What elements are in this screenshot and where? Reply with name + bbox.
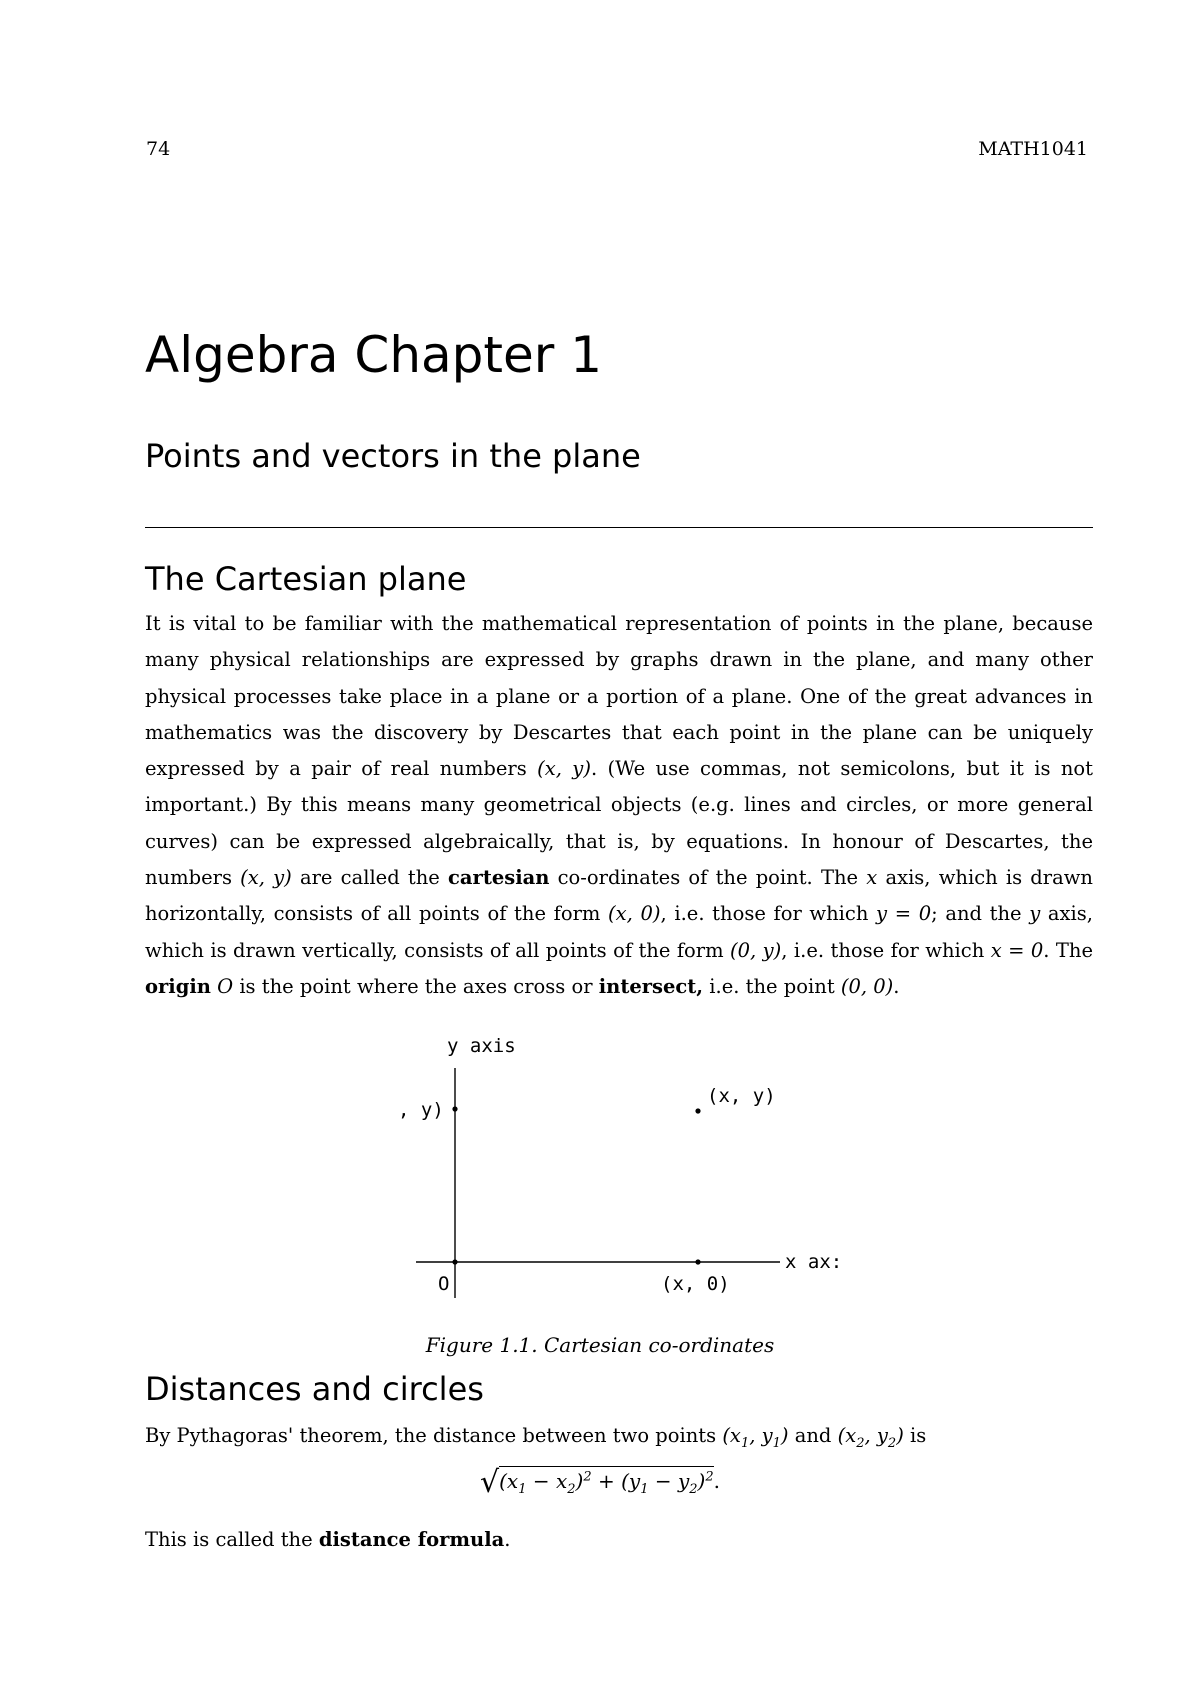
section-heading-cartesian-plane: The Cartesian plane bbox=[145, 560, 467, 598]
page-number: 74 bbox=[146, 138, 171, 160]
point-x0-dot bbox=[695, 1259, 700, 1264]
distance-formula-note: This is called the distance formula. bbox=[145, 1528, 511, 1551]
point-xy-label: (x, y) bbox=[707, 1085, 776, 1107]
point-x0-label: (x, 0) bbox=[661, 1273, 730, 1295]
origin-dot bbox=[452, 1259, 457, 1264]
figure-caption: Figure 1.1. Cartesian co-ordinates bbox=[425, 1333, 775, 1357]
y-axis-label: y axis bbox=[447, 1035, 516, 1057]
x-axis-label: x ax: bbox=[785, 1251, 843, 1273]
cartesian-figure bbox=[380, 1035, 900, 1305]
section-heading-distances-circles: Distances and circles bbox=[145, 1370, 484, 1408]
chapter-title: Algebra Chapter 1 bbox=[145, 326, 603, 384]
intro-paragraph: It is vital to be familiar with the mathematical representation of points in the plane, because many physical relationships are expressed by graphs drawn in the plane, and many other physical processes take place in a plane or a portion of a plane. One of the great advances in mathematics was the discovery by Descartes that each point in the plane can be uniquely expressed by a pair of real numbers (x, y). (We use commas, not semicolons, but it is not important.) By this means many geometrical objects (e.g. lines and circles, or more general curves) can be expressed algebraically, that is, by equations. In honour of Descartes, the numbers (x, y) are called the cartesian co-ordinates of the point. The x axis, which is drawn horizontally, consists of all points of the form (x, 0), i.e. those for which y = 0; and the y axis, which is drawn vertically, consists of all points of the form (0, y), i.e. those for which x = 0. The origin O is the point where the axes cross or intersect, i.e. the point (0, 0). bbox=[145, 612, 1094, 998]
distance-formula: $√(x_1 - x_2)^2 + (y_1 - y_2)^2$. bbox=[479, 1465, 720, 1500]
point-0y-label: , y) bbox=[398, 1099, 444, 1121]
origin-label: O bbox=[438, 1273, 450, 1295]
chapter-subtitle: Points and vectors in the plane bbox=[145, 437, 641, 475]
distance-paragraph: By Pythagoras' theorem, the distance between two points ($x_1$, $y_1$) and ($x_2$, $y_2$) is bbox=[145, 1424, 927, 1451]
course-code: MATH1041 bbox=[978, 138, 1088, 160]
horizontal-rule bbox=[145, 527, 1093, 528]
point-xy-dot bbox=[695, 1108, 700, 1113]
point-0y-dot bbox=[452, 1106, 457, 1111]
